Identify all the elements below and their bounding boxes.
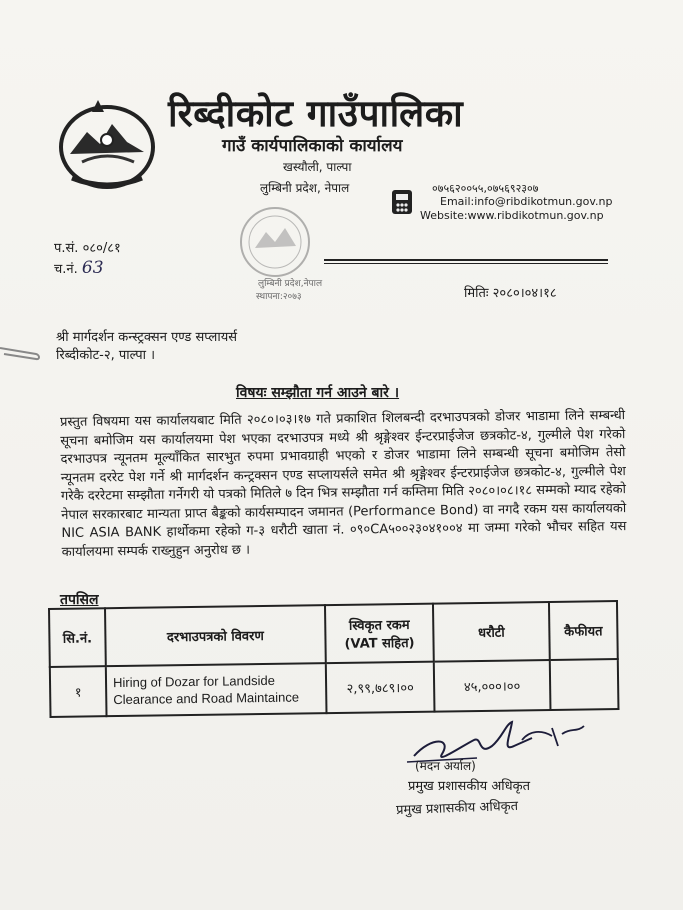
header-deposit: धरौटी: [433, 602, 550, 662]
phone-icon: [389, 186, 415, 216]
letter-date: मितिः २०८०।०४।१८: [464, 286, 557, 301]
paper-clip-icon: [0, 340, 42, 362]
website: Website:www.ribdikotmun.gov.np: [420, 209, 604, 222]
header-amount-line1: स्विकृत रकम: [348, 617, 410, 634]
header-divider-thin: [324, 263, 608, 264]
signatory-title-stamp: प्रमुख प्रशासकीय अधिकृत: [395, 798, 519, 819]
cell-deposit: ४५,०००।००: [434, 660, 551, 712]
signatory-title: प्रमुख प्रशासकीय अधिकृत: [408, 779, 531, 794]
seal-text-line-1: लुम्बिनी प्रदेश,नेपाल: [258, 279, 323, 289]
letter-subject: विषयः सम्झौता गर्न आउने बारे ।: [236, 385, 400, 401]
signatory-name: (मदन अर्याल): [415, 759, 476, 773]
header-amount-line2: (VAT सहित): [344, 635, 415, 652]
seal-text-line-2: स्थापना:२०७३: [256, 292, 302, 302]
cell-description-line2: Clearance and Road Maintaince: [113, 689, 300, 708]
office-subtitle: गाउँ कार्यपालिकाको कार्यालय: [222, 136, 403, 156]
recipient-address: रिब्दीकोट-२, पाल्पा ।: [56, 348, 156, 363]
phone-number: ०७५६२००५५,०७५६९२३०७: [432, 182, 539, 195]
chalani-number: [54, 258, 104, 278]
cell-remarks: [550, 659, 619, 710]
header-amount: [325, 604, 434, 664]
chalani-label: च.नं.: [54, 262, 78, 277]
header-divider: [324, 259, 608, 261]
chalani-value: 63: [81, 258, 104, 278]
header-sn: सि.नं.: [49, 608, 106, 667]
cell-amount: २,९९,७८९।००: [326, 662, 435, 714]
patra-sankhya: प.सं. ०८०/८१: [54, 241, 121, 256]
email-address: Email:info@ribdikotmun.gov.np: [440, 195, 613, 208]
details-table: [48, 600, 619, 718]
letter-body: प्रस्तुत विषयमा यस कार्यालयबाट मिति २०८०।०३।१७ गते प्रकाशित शिलबन्दी दरभाउपत्रको डोजर भाडामा लिने सम्बन्धी सूचना बमोजिम यस कार्यालयमा पेश भएका दरभाउपत्र मध्ये श्री श्रृङ्गेश्वर ईन्टरप्राईजेज छत्रकोट-४, गुल्मीले पेश गरेको दरभाउपत्र न्यूनतम मूल्याँकित सारभुत रुपमा प्रभावग्राही भएको र डोजर भाडामा लिने सम्बन्धी सूचना बमोजिम तेसो न्यूनतम दररेट पेश गर्ने श्री मार्गदर्शन कन्ट्रक्सन एण्ड सप्लायर्सले समेत श्री श्रृङ्गेश्वर ईन्टरप्राईजेज छत्रकोट-४, गुल्मीले पेश गरेकै दररेटमा सम्झौता गर्नेगरी यो पत्रको मितिले ७ दिन भित्र सम्झौता गर्न कम्तिमा मिति २०८०।०८।१८ सम्मको म्याद रहेको नेपाल सरकारबाट मान्यता प्राप्त बैङ्कको कार्यसम्पादन जमानत (Performance Bond) वा नगदै रकम यस कार्यालयको NIC ASIA BANK हार्थोकमा रहेको ग-३ धरौटी खाता नं. ०९०CA५००२३०४१००४ मा जम्मा गरेको भौचर सहित यस कार्यालयमा सम्पर्क राख्नुहुन अनुरोध छ ।: [60, 408, 627, 560]
cell-description-line1: Hiring of Dozar for Landside: [112, 672, 275, 691]
tapasil-heading: तपसिल: [60, 592, 99, 608]
office-name: रिब्दीकोट गाउँपालिका: [168, 92, 464, 135]
header-remarks: कैफीयत: [549, 601, 618, 660]
nepal-emblem-icon: [52, 92, 162, 192]
header-description: दरभाउपत्रको विवरण: [105, 605, 326, 666]
address-line-2: लुम्बिनी प्रदेश, नेपाल: [260, 181, 350, 195]
address-line-1: खस्यौली, पाल्पा: [283, 160, 352, 174]
table-header-row: [49, 601, 618, 667]
table-row: [50, 659, 619, 717]
recipient-name: श्री मार्गदर्शन कन्स्ट्रक्सन एण्ड सप्लायर्स: [56, 330, 238, 345]
cell-description: [106, 663, 327, 716]
cell-sn: १: [50, 666, 107, 717]
